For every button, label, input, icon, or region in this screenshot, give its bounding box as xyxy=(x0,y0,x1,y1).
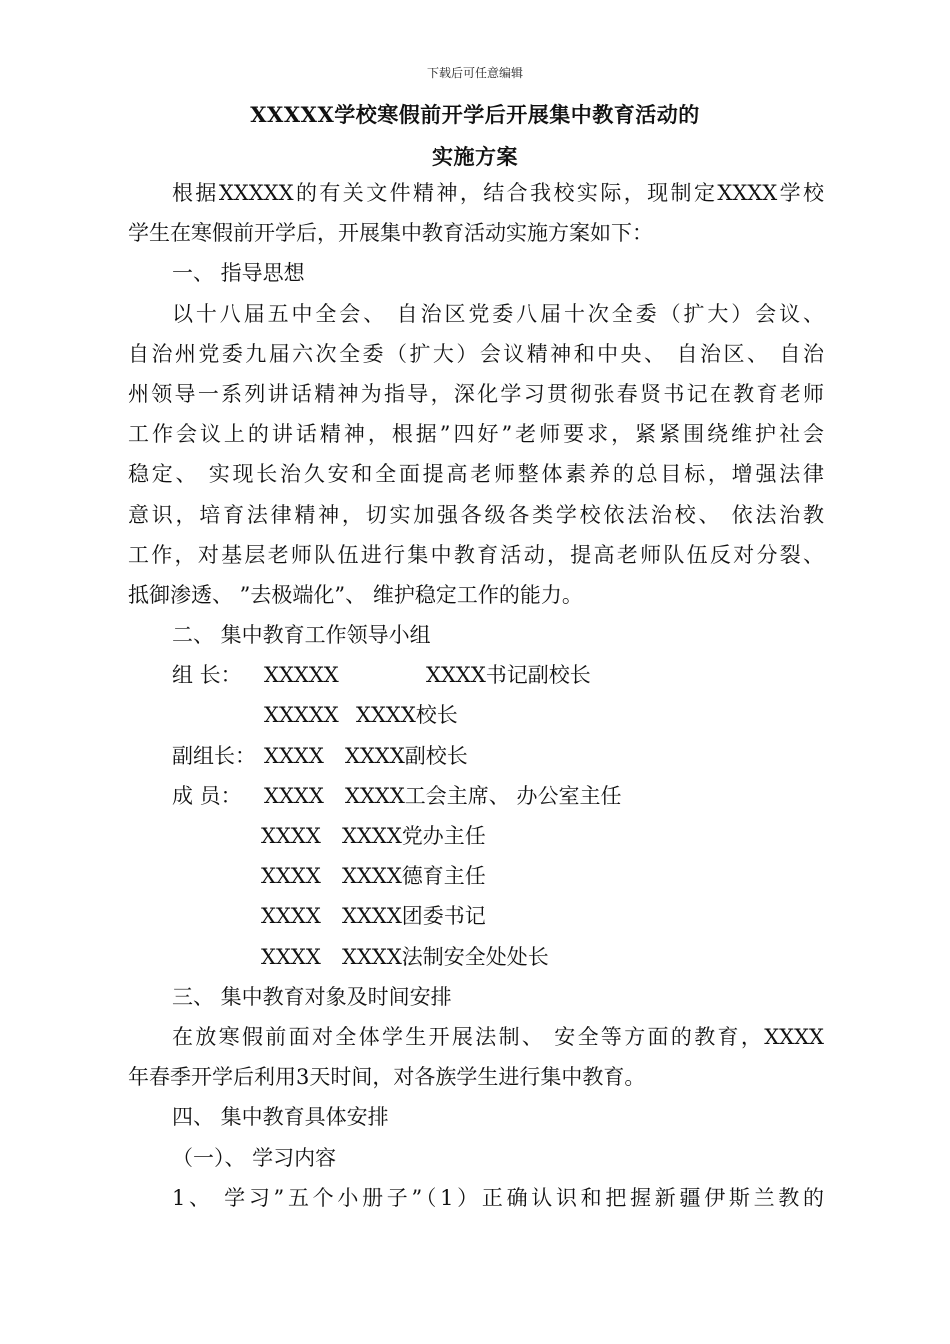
member-row xyxy=(128,856,824,896)
member-title: XXXX书记副校长 xyxy=(426,663,591,688)
member-row xyxy=(128,937,824,977)
document-body xyxy=(128,173,824,1218)
intro-line: 根据XXXXX的有关文件精神，结合我校实际，现制定XXXX学校 xyxy=(172,181,824,205)
member-row xyxy=(128,655,824,695)
document-title-line-2: 实施方案 xyxy=(432,144,518,169)
member-title: XXXX党办主任 xyxy=(342,824,486,848)
member-row xyxy=(128,816,824,856)
section-heading: 三、 集中教育对象及时间安排 xyxy=(172,984,452,1009)
member-title: XXXX法制安全处处长 xyxy=(342,944,549,969)
member-row xyxy=(128,776,824,816)
member-title: XXXX工会主席、 办公室主任 xyxy=(345,783,622,808)
paragraph-line: 稳定、 实现长治久安和全面提高老师整体素养的总目标，增强法律 xyxy=(128,462,824,487)
paragraph-line: 工作，对基层老师队伍进行集中教育活动，提高老师队伍反对分裂、 xyxy=(128,542,824,567)
section-heading: 二、 集中教育工作领导小组 xyxy=(172,623,431,648)
document-title-line-1: XXXXX学校寒假前开学后开展集中教育活动的 xyxy=(250,102,700,127)
member-name: XXXXX xyxy=(264,703,339,728)
member-name: XXXX xyxy=(261,944,321,969)
paragraph-line: 州领导一系列讲话精神为指导，深化学习贯彻张春贤书记在教育老师 xyxy=(128,381,824,406)
sub-heading: （一）、 学习内容 xyxy=(172,1145,337,1170)
member-role: 成 员： xyxy=(172,783,242,808)
member-name: XXXX xyxy=(261,824,321,848)
member-name: XXXX xyxy=(261,904,321,929)
member-title: XXXX副校长 xyxy=(345,743,468,768)
paragraph-line: 年春季开学后利用3天时间，对各族学生进行集中教育。 xyxy=(128,1065,646,1090)
member-title: XXXX德育主任 xyxy=(342,864,486,889)
paragraph-line: 意识，培育法律精神，切实加强各级各类学校依法治校、 依法治教 xyxy=(128,502,824,527)
paragraph-line: 在放寒假前面对全体学生开展法制、 安全等方面的教育，XXXX xyxy=(172,1024,824,1049)
member-role: 组 长： xyxy=(172,663,242,688)
member-title: XXXX团委书记 xyxy=(342,904,486,929)
member-role: 副组长： xyxy=(172,743,256,768)
member-name: XXXXX xyxy=(264,663,339,688)
member-name: XXXX xyxy=(264,783,324,808)
paragraph-line: 以十八届五中全会、 自治区党委八届十次全委（扩大）会议、 xyxy=(172,301,824,326)
paragraph-line: 自治州党委九届六次全委（扩大）会议精神和中央、 自治区、 自治 xyxy=(128,341,824,366)
list-item: 1、 学习”五个小册子”（1）正确认识和把握新疆伊斯兰教的 xyxy=(172,1185,824,1210)
member-row xyxy=(128,736,824,776)
member-row xyxy=(128,896,824,936)
paragraph-line: 抵御渗透、 ”去极端化”、 维护稳定工作的能力。 xyxy=(128,582,583,607)
member-name: XXXX xyxy=(261,864,321,889)
section-heading: 四、 集中教育具体安排 xyxy=(172,1105,389,1130)
paragraph-line: 工作会议上的讲话精神，根据”四好”老师要求，紧紧围绕维护社会 xyxy=(128,422,824,447)
member-row xyxy=(128,695,824,735)
page-header-note: 下载后可任意编辑 xyxy=(426,66,523,80)
member-name: XXXX xyxy=(264,743,324,768)
member-title: XXXX校长 xyxy=(356,703,458,728)
intro-line: 学生在寒假前开学后，开展集中教育活动实施方案如下： xyxy=(128,221,653,246)
section-heading: 一、 指导思想 xyxy=(172,261,305,286)
